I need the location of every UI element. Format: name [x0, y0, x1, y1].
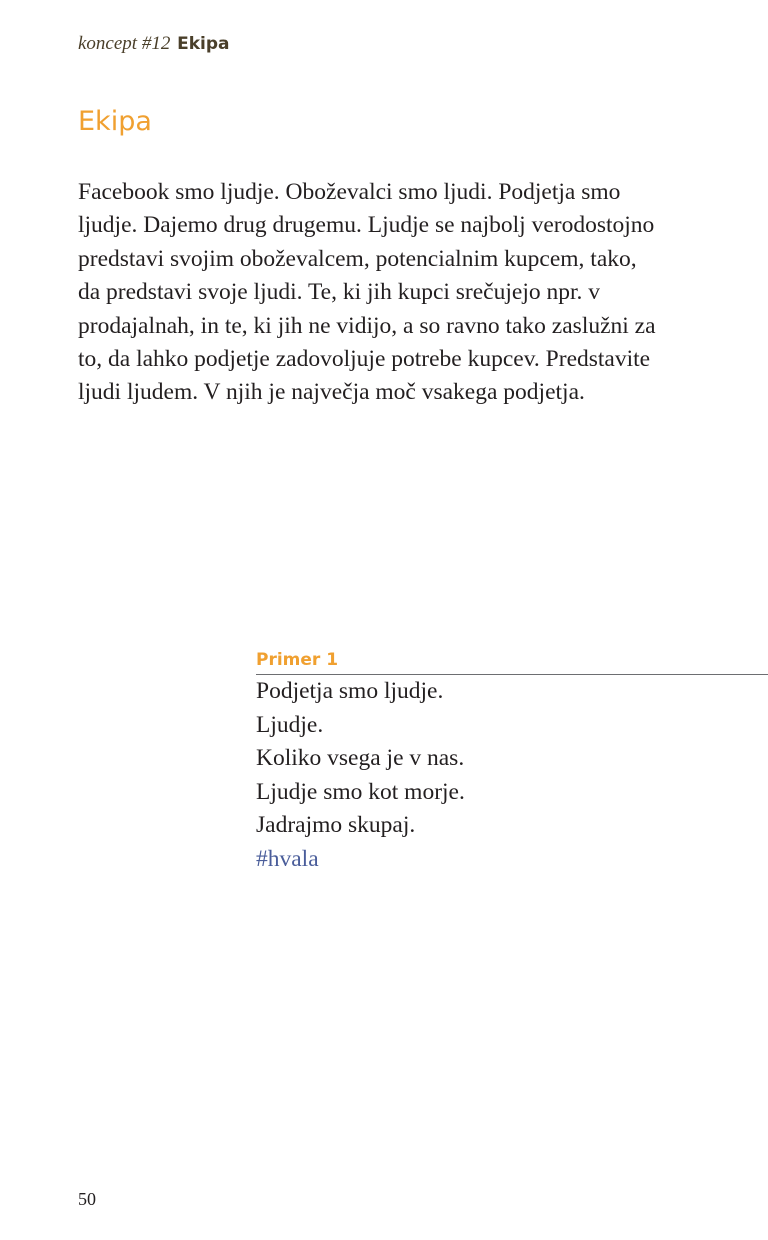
example-label: Primer 1 — [256, 650, 339, 670]
example-line: Jadrajmo skupaj. — [256, 812, 416, 839]
body-paragraph — [78, 176, 694, 410]
running-head — [78, 32, 229, 56]
body-line: ljudje. Dajemo drug drugemu. Ljudje se najbolj verodostojno — [78, 212, 655, 239]
example-line: Ljudje smo kot morje. — [256, 778, 465, 805]
body-line: to, da lahko podjetje zadovoljuje potrebe kupcev. Predstavite — [78, 346, 651, 373]
body-line: prodajalnah, in te, ki jih ne vidijo, a so ravno tako zaslužni za — [78, 312, 656, 339]
example-hashtag: #hvala — [256, 845, 319, 872]
body-line: ljudi ljudem. V njih je največja moč vsakega podjetja. — [78, 379, 585, 406]
example-lines — [256, 675, 768, 843]
section-title: Ekipa — [78, 106, 152, 137]
body-line: predstavi svojim oboževalcem, potencialnim kupcem, tako, — [78, 245, 637, 272]
running-head-title: Ekipa — [177, 34, 230, 54]
running-head-concept: koncept #12 — [78, 33, 171, 54]
body-line: da predstavi svoje ljudi. Te, ki jih kupci srečujejo npr. v — [78, 279, 601, 306]
example-block — [256, 648, 768, 877]
page-number: 50 — [78, 1189, 96, 1209]
body-line: Facebook smo ljudje. Oboževalci smo ljudi. Podjetja smo — [78, 179, 621, 205]
example-line: Podjetja smo ljudje. — [256, 678, 444, 704]
example-line: Ljudje. — [256, 711, 324, 738]
example-line: Koliko vsega je v nas. — [256, 745, 465, 772]
